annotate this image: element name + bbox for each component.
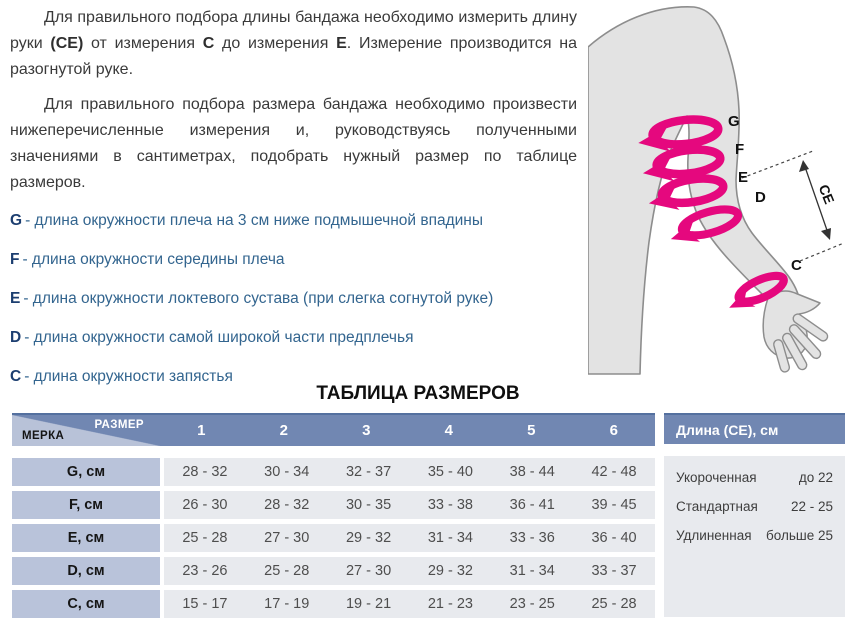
size-column-4: 4 bbox=[444, 422, 453, 439]
hand-shape bbox=[763, 291, 829, 373]
cell: 33 - 37 bbox=[591, 563, 637, 579]
intro-paragraph-2: Для правильного подбора размера бандажа необходимо произвести нижеперечисленные измерения и, руководствуясь полученными значениями в сантиметрах, подобрать нужный размер по таблице размеров. bbox=[10, 96, 577, 191]
length-option-name: Стандартная bbox=[676, 499, 758, 514]
corner-header-measure: МЕРКА bbox=[22, 430, 65, 442]
cell: 38 - 44 bbox=[509, 464, 555, 480]
measurement-letter: C bbox=[10, 368, 22, 385]
table-row-g bbox=[12, 458, 655, 486]
row-values bbox=[164, 557, 655, 585]
arm-measurement-diagram bbox=[588, 0, 845, 376]
cell: 25 - 28 bbox=[182, 530, 228, 546]
cell: 29 - 32 bbox=[345, 530, 392, 546]
row-label-e: E, см bbox=[12, 524, 160, 552]
length-option-value: 22 - 25 bbox=[790, 499, 833, 514]
measurement-text: - длина окружности локтевого сустава (при слегка согнутой руке) bbox=[23, 290, 494, 307]
measurement-list bbox=[10, 212, 577, 385]
size-column-5: 5 bbox=[527, 422, 536, 439]
measurement-item-g bbox=[10, 212, 577, 229]
size-column-2: 2 bbox=[279, 422, 288, 439]
diagram-label-g: G bbox=[728, 113, 740, 130]
cell: 33 - 36 bbox=[509, 530, 555, 546]
measurement-item-f bbox=[10, 251, 577, 268]
table-row-e bbox=[12, 524, 655, 552]
cell: 28 - 32 bbox=[264, 497, 310, 513]
cell: 30 - 35 bbox=[345, 497, 392, 513]
cell: 33 - 38 bbox=[427, 497, 473, 513]
length-option-long bbox=[676, 528, 833, 543]
measurement-letter: G bbox=[10, 212, 23, 229]
cell: 27 - 30 bbox=[345, 563, 392, 579]
row-label-f: F, см bbox=[12, 491, 160, 519]
measurement-text: - длина окружности запястья bbox=[24, 368, 233, 385]
ce-length-panel-body bbox=[664, 456, 845, 617]
size-column-6: 6 bbox=[609, 422, 618, 439]
cell: 39 - 45 bbox=[591, 497, 637, 513]
measurement-item-d bbox=[10, 329, 577, 346]
ce-length-panel-header: Длина (СЕ), см bbox=[664, 413, 845, 444]
cell: 21 - 23 bbox=[427, 596, 473, 612]
row-values bbox=[164, 458, 655, 486]
cell: 36 - 41 bbox=[509, 497, 555, 513]
cell: 17 - 19 bbox=[264, 596, 310, 612]
cell: 29 - 32 bbox=[427, 563, 473, 579]
cell: 30 - 34 bbox=[264, 464, 310, 480]
length-option-standard bbox=[676, 499, 833, 514]
cell: 36 - 40 bbox=[591, 530, 637, 546]
diagram-label-f: F bbox=[735, 141, 745, 158]
arm-diagram-svg bbox=[588, 0, 845, 376]
cell: 26 - 30 bbox=[182, 497, 228, 513]
cell: 19 - 21 bbox=[345, 596, 392, 612]
size-table-header bbox=[12, 413, 655, 446]
corner-header-cell bbox=[12, 415, 160, 446]
ce-arrow-label: СЕ bbox=[815, 182, 838, 207]
row-values bbox=[164, 491, 655, 519]
dashed-guide-c bbox=[800, 243, 844, 261]
row-values bbox=[164, 590, 655, 618]
measurement-text: - длина окружности самой широкой части предплечья bbox=[24, 329, 414, 346]
length-option-name: Укороченная bbox=[676, 470, 757, 485]
length-option-value: больше 25 bbox=[766, 528, 833, 543]
length-option-short bbox=[676, 470, 833, 485]
size-columns-header bbox=[160, 415, 655, 446]
row-label-d: D, см bbox=[12, 557, 160, 585]
length-option-value: до 22 bbox=[798, 470, 833, 485]
measurement-letter: F bbox=[10, 251, 20, 268]
measurement-text: - длина окружности середины плеча bbox=[22, 251, 285, 268]
table-row-f bbox=[12, 491, 655, 519]
cell: 27 - 30 bbox=[264, 530, 310, 546]
row-label-c: C, см bbox=[12, 590, 160, 618]
size-table-title: ТАБЛИЦА РАЗМЕРОВ bbox=[316, 383, 520, 404]
ce-length-panel bbox=[664, 413, 845, 617]
cell: 28 - 32 bbox=[182, 464, 228, 480]
cell: 23 - 25 bbox=[509, 596, 555, 612]
cell: 15 - 17 bbox=[182, 596, 228, 612]
measurement-letter: E bbox=[10, 290, 21, 307]
cell: 32 - 37 bbox=[345, 464, 392, 480]
cell: 31 - 34 bbox=[509, 563, 555, 579]
measurement-letter: D bbox=[10, 329, 22, 346]
length-option-name: Удлиненная bbox=[676, 528, 752, 543]
size-column-1: 1 bbox=[197, 422, 206, 439]
measurement-text: - длина окружности плеча на 3 см ниже подмышечной впадины bbox=[25, 212, 484, 229]
diagram-label-c: C bbox=[791, 257, 802, 274]
diagram-label-d: D bbox=[755, 189, 766, 206]
diagram-label-e: E bbox=[738, 169, 749, 186]
size-column-3: 3 bbox=[362, 422, 371, 439]
row-values bbox=[164, 524, 655, 552]
row-label-g: G, см bbox=[12, 458, 160, 486]
cell: 25 - 28 bbox=[591, 596, 637, 612]
cell: 31 - 34 bbox=[427, 530, 473, 546]
measurement-item-e bbox=[10, 290, 577, 307]
intro-paragraph-1: Для правильного подбора длины бандажа необходимо измерить длину руки (СЕ) от измерения С до измерения Е. Измерение производится на разогнутой руке. bbox=[10, 9, 578, 78]
intro-text-column bbox=[10, 5, 577, 407]
size-table bbox=[12, 413, 655, 618]
cell: 42 - 48 bbox=[591, 464, 637, 480]
corner-header-size: РАЗМЕР bbox=[94, 419, 144, 431]
cell: 25 - 28 bbox=[264, 563, 310, 579]
cell: 23 - 26 bbox=[182, 563, 228, 579]
table-row-d bbox=[12, 557, 655, 585]
cell: 35 - 40 bbox=[427, 464, 473, 480]
table-row-c bbox=[12, 590, 655, 618]
